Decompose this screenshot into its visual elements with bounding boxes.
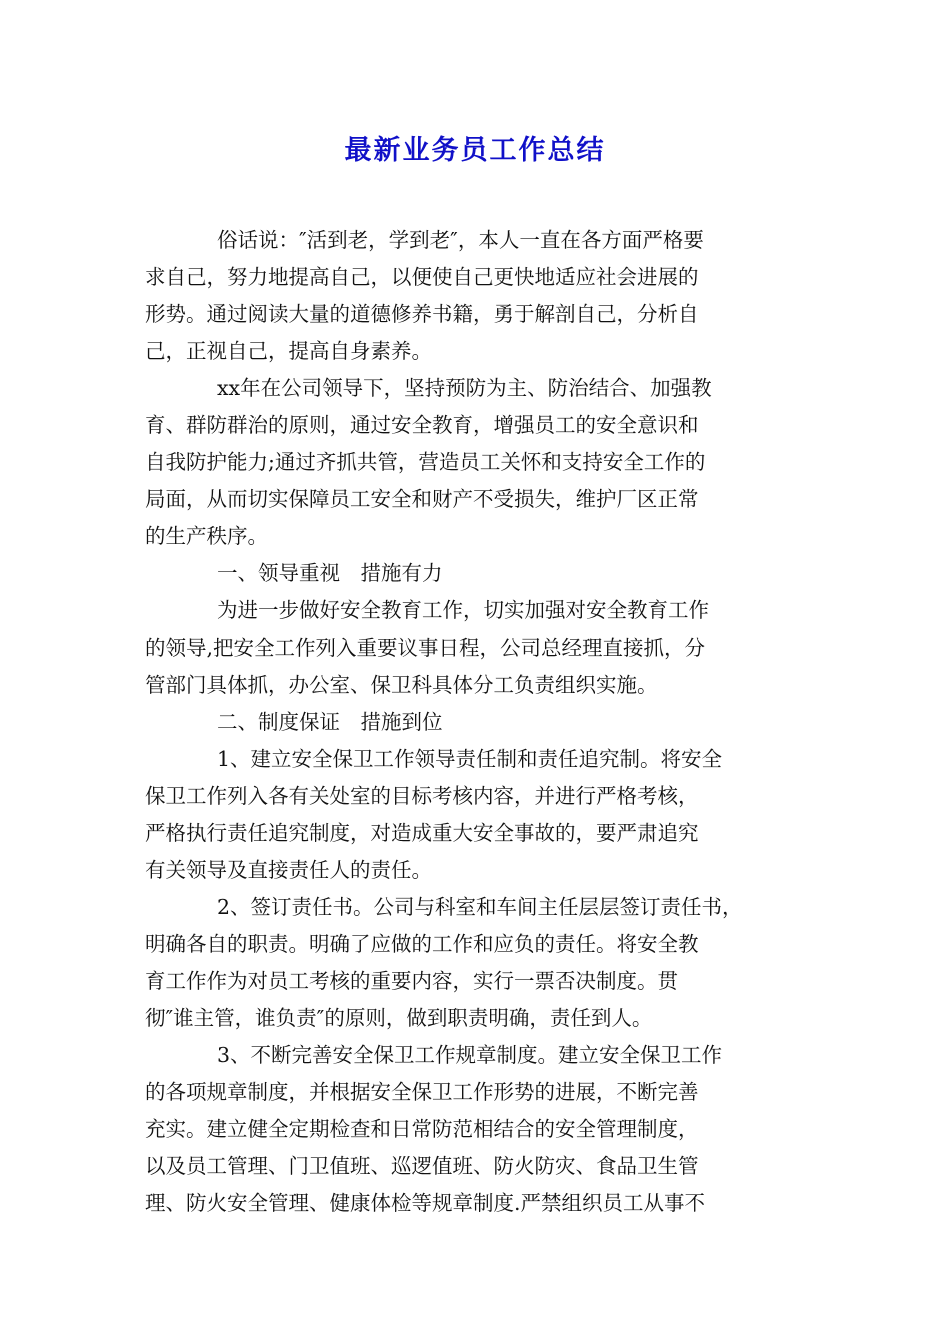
- text-line: 充实。建立健全定期检查和日常防范相结合的安全管理制度，: [145, 1117, 699, 1142]
- text-line: 己，正视自己，提高自身素养。: [145, 339, 432, 364]
- document-title: 最新业务员工作总结: [344, 135, 606, 166]
- text-line: 有关领导及直接责任人的责任。: [145, 857, 432, 882]
- text-line: 管部门具体抓，办公室、保卫科具体分工负责组织实施。: [145, 672, 658, 697]
- text-line: 为进一步做好安全教育工作，切实加强对安全教育工作: [217, 598, 709, 623]
- text-line: 1、建立安全保卫工作领导责任制和责任追究制。将安全: [217, 746, 723, 771]
- text-line: 俗话说：″活到老，学到老″，本人一直在各方面严格要: [217, 228, 704, 252]
- text-line: 明确各自的职责。明确了应做的工作和应负的责任。将安全教: [145, 931, 699, 956]
- text-line: 形势。通过阅读大量的道德修养书籍，勇于解剖自己，分析自: [145, 302, 699, 327]
- text-line: 一、领导重视 措施有力: [217, 561, 443, 586]
- text-line: 严格执行责任追究制度，对造成重大安全事故的，要严肃追究: [145, 820, 699, 845]
- text-line: 育工作作为对员工考核的重要内容，实行一票否决制度。贯: [145, 968, 678, 993]
- text-line: 的领导,把安全工作列入重要议事日程，公司总经理直接抓，分: [145, 635, 706, 660]
- text-line: 理、防火安全管理、健康体检等规章制度.严禁组织员工从事不: [145, 1191, 706, 1216]
- text-line: 彻″谁主管，谁负责″的原则，做到职责明确，责任到人。: [145, 1005, 653, 1030]
- text-line: 的各项规章制度，并根据安全保卫工作形势的进展，不断完善: [145, 1080, 699, 1105]
- text-line: 2、签订责任书。公司与科室和车间主任层层签订责任书，: [217, 894, 743, 919]
- text-line: 二、制度保证 措施到位: [217, 709, 443, 734]
- text-line: 自我防护能力;通过齐抓共管，营造员工关怀和支持安全工作的: [145, 450, 706, 475]
- text-line: 育、群防群治的原则，通过安全教育，增强员工的安全意识和: [145, 413, 699, 438]
- text-line: 求自己，努力地提高自己，以便使自己更快地适应社会进展的: [145, 265, 699, 290]
- text-line: 保卫工作列入各有关处室的目标考核内容，并进行严格考核，: [145, 783, 699, 808]
- text-line: xx年在公司领导下，坚持预防为主、防治结合、加强教: [217, 376, 712, 401]
- text-line: 的生产秩序。: [145, 524, 268, 549]
- text-line: 3、不断完善安全保卫工作规章制度。建立安全保卫工作: [217, 1043, 723, 1068]
- document-body: [145, 222, 810, 1222]
- text-line: 以及员工管理、门卫值班、巡逻值班、防火防灾、食品卫生管: [145, 1154, 699, 1179]
- text-line: 局面，从而切实保障员工安全和财产不受损失，维护厂区正常: [145, 487, 699, 512]
